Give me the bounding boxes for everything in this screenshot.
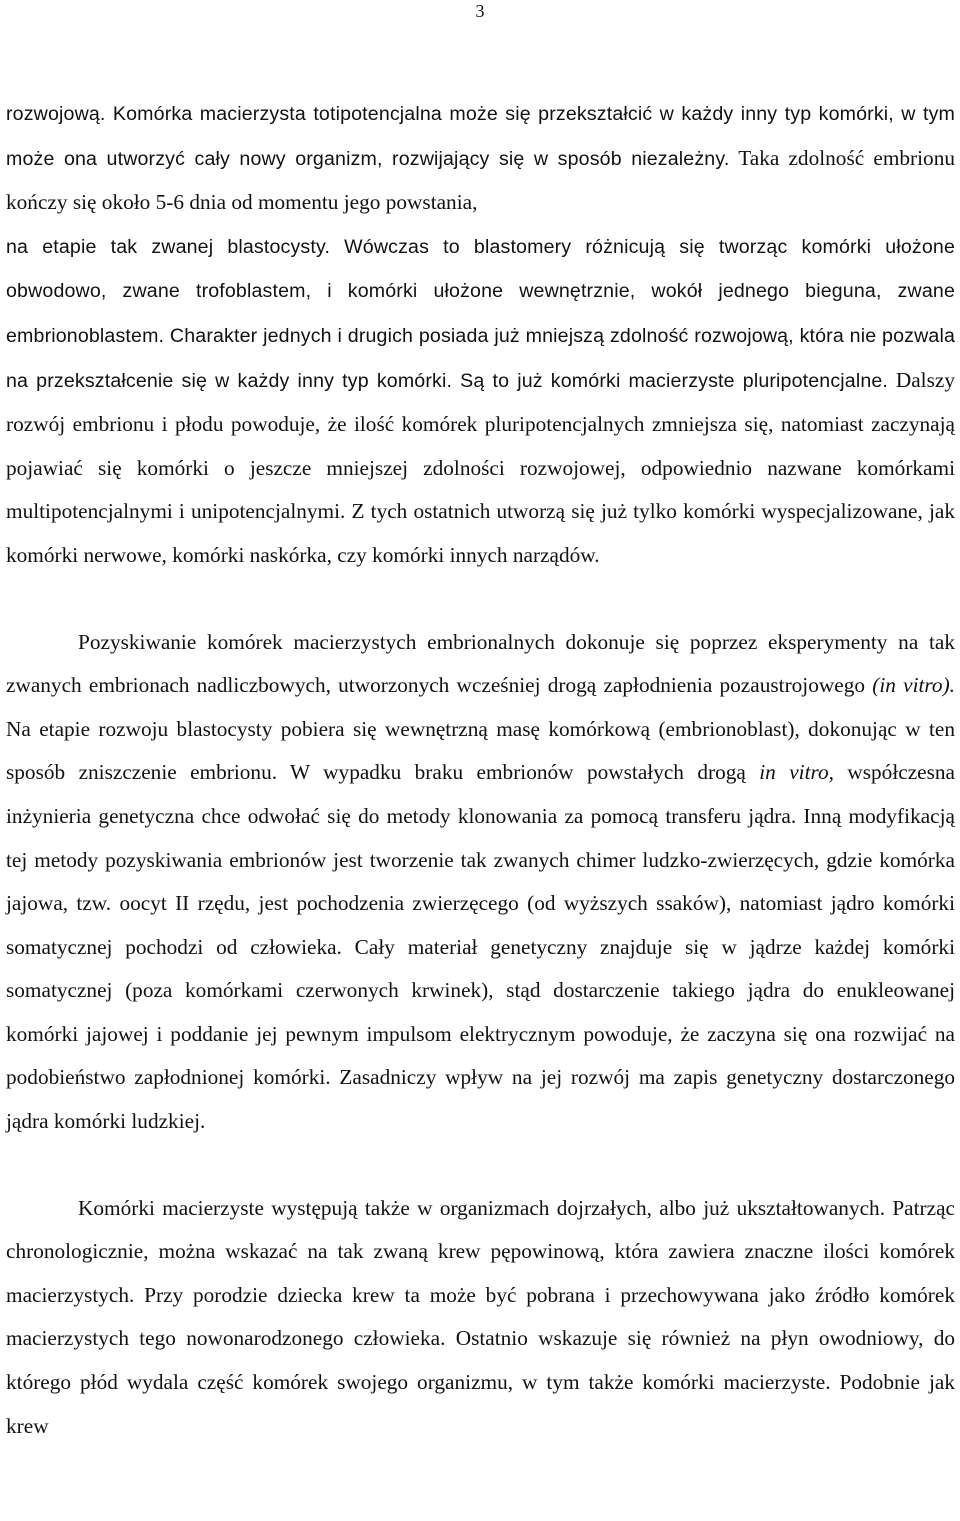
paragraph-1-text-d: Dalszy rozwój embrionu i płodu powoduje, że ilość komórek pluripotencjalnych zmniejsza się, natomiast zaczynają pojawiać się komórki o jeszcze mniejszej zdolności rozwojowej, odpowiednio nazwane komórkami multipotencjalnymi i unipotencjalnymi. Z tych ostatnich utworzą się już tylko komórki wyspecjalizowane, jak komórki nerwowe, komórki naskórka, czy komórki innych narządów. xyxy=(6,367,955,567)
paragraph-2-text-c: , współczesna inżynieria genetyczna chce odwołać się do metody klonowania za pomocą transferu jądra. Inną modyfikacją tej metody pozyskiwania embrionów jest tworzenie tak zwanych chimer ludzko-zwierzęcych, gdzie komórka jajowa, tzw. oocyt II rzędu, jest pochodzenia zwierzęcego (od wyższych ssaków), natomiast jądro komórki somatycznej pochodzi od człowieka. Cały materiał genetyczny znajduje się w jądrze każdej komórki somatycznej (poza komórkami czerwonych krwinek), stąd dostarczenie takiego jądra do enukleowanej komórki jajowej i poddanie jej pewnym impulsom elektrycznym powoduje, że zaczyna się ona rozwijać na podobieństwo zapłodnionej komórki. Zasadniczy wpływ na jej rozwój ma zapis genetyczny dostarczonego jądra komórki ludzkiej. xyxy=(6,760,955,1134)
paragraph-gap xyxy=(6,578,955,621)
paragraph-3-text: Komórki macierzyste występują także w organizmach dojrzałych, albo już ukształtowanych. Patrząc chronologicznie, można wskazać na tak zwaną krew pępowinową, która zawiera znaczne ilości komórek macierzystych. Przy porodzie dziecka krew ta może być pobrana i przechowywana jako źródło komórek macierzystych tego nowonarodzonego człowieka. Ostatnio wskazuje się również na płyn owodniowy, do którego płód wydala część komórek swojego organizmu, w tym także komórki macierzyste. Podobnie jak krew xyxy=(6,1195,955,1438)
paragraph-2-text-a: Pozyskiwanie komórek macierzystych embrionalnych dokonuje się poprzez eksperymenty na tak zwanych embrionach nadliczbowych, utworzonych wcześniej drogą zapłodnienia pozaustrojowego xyxy=(6,629,955,698)
paragraph-2 xyxy=(6,621,955,1144)
paragraph-1-text-c: na etapie tak zwanej blastocysty. Wówczas to blastomery różnicują się tworząc komórki ułożone obwodowo, zwane trofoblastem, i komórki ułożone wewnętrznie, wokół jednego bieguna, zwane embrionoblastem. Charakter jednych i drugich posiada już mniejszą zdolność rozwojową, która nie pozwala na przekształcenie się w każdy inny typ komórki. Są to już komórki macierzyste pluripotencjalne. xyxy=(6,235,955,392)
page-number: 3 xyxy=(475,1,485,21)
document-body xyxy=(6,92,955,1448)
paragraph-gap xyxy=(6,1144,955,1187)
paragraph-1-text-b: Taka zdolność embrionu kończy się około 5-6 dnia od momentu jego powstania, xyxy=(6,145,955,215)
paragraph-2-in-vitro-2: in vitro xyxy=(759,760,829,785)
paragraph-2-in-vitro-1: (in vitro). xyxy=(872,673,955,698)
paragraph-1-text-a: rozwojową. Komórka macierzysta totipotencjalna może się przekształcić w każdy inny typ komórki, w tym może ona utworzyć cały nowy organizm, rozwijający się w sposób niezależny. xyxy=(6,103,955,170)
paragraph-1 xyxy=(6,92,955,578)
paragraph-2-text-b: Na etapie rozwoju blastocysty pobiera się wewnętrzną masę komórkową (embrionoblast), dokonując w ten sposób zniszczenie embrionu. W wypadku braku embrionów powstałych drogą xyxy=(6,716,955,785)
paragraph-3 xyxy=(6,1187,955,1449)
